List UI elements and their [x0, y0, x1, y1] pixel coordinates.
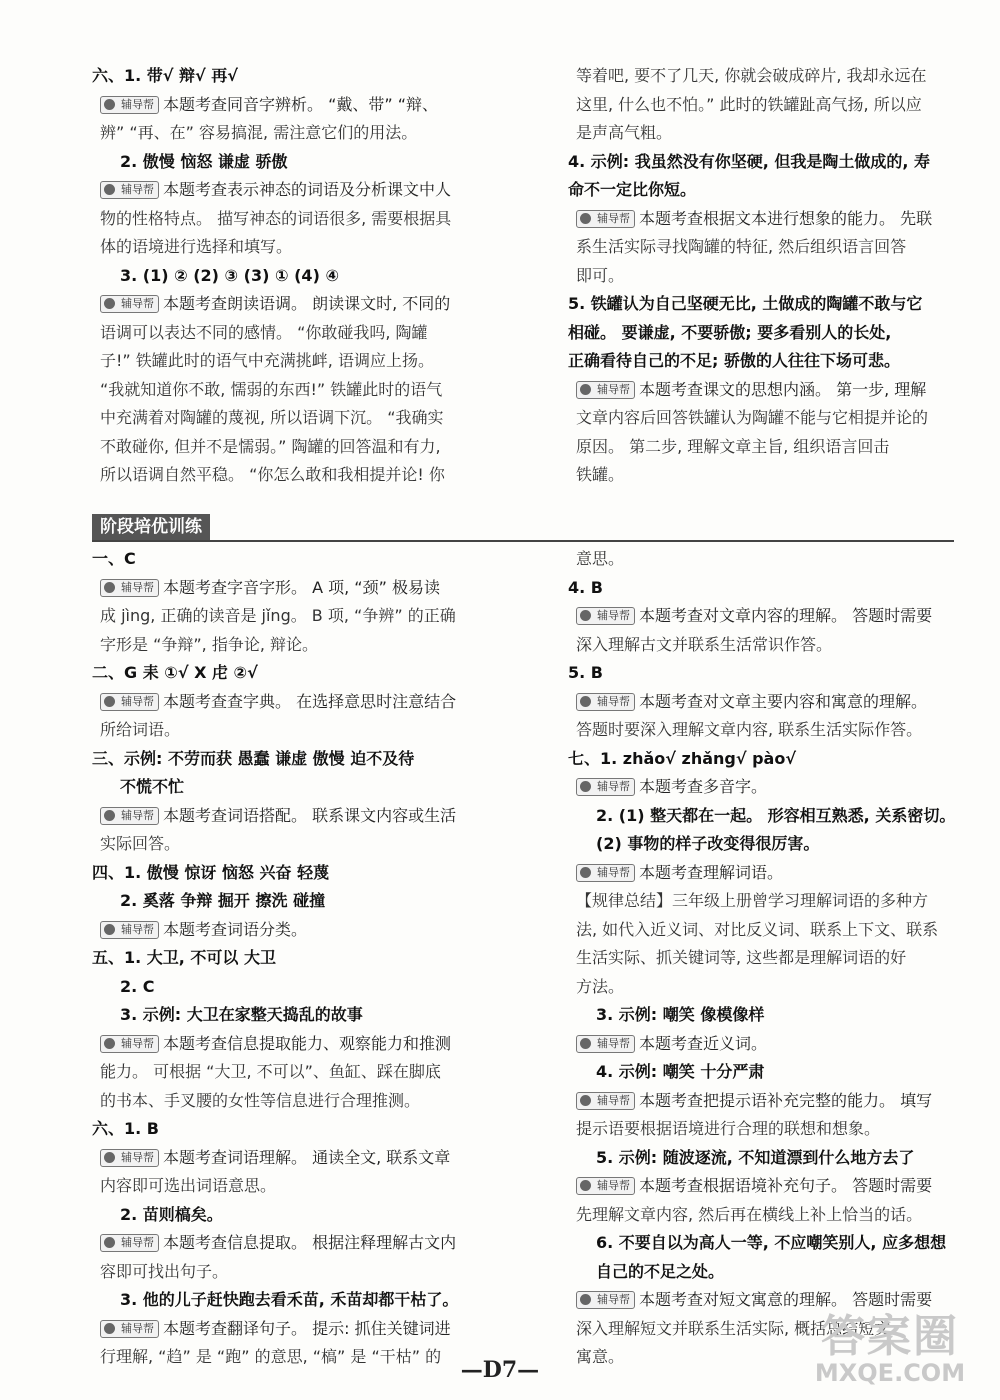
explanation-line: 寓意。 [576, 1347, 625, 1366]
explanation-line: 意思。 [576, 549, 625, 568]
answer-line: 三、示例: 不劳而获 愚蠢 谦虚 傲慢 迫不及待 [92, 748, 415, 768]
explanation-line: 深入理解短文并联系生活实际, 概括总结短文 [576, 1318, 891, 1338]
tutor-note-line [92, 916, 512, 945]
tutor-note-line [568, 1087, 988, 1116]
tutor-note-line [92, 290, 512, 319]
explanation-text: 本题考查词语分类。 [163, 919, 308, 939]
answer-line: 2. C [120, 976, 155, 996]
tutor-help-badge: 辅导帮 [576, 1177, 635, 1195]
tutor-help-badge: 辅导帮 [100, 1234, 159, 1252]
answer-line: 自己的不足之处。 [596, 1261, 725, 1281]
explanation-line: 实际回答。 [100, 834, 181, 853]
tutor-note-line [92, 1030, 512, 1059]
tutor-note-line [568, 688, 988, 717]
answer-column-top-left [92, 62, 512, 490]
answer-line: 一、C [92, 549, 136, 568]
tutor-note-line [568, 376, 988, 405]
explanation-line: 字形是 “争辩”, 指争论, 辩论。 [100, 634, 319, 654]
tutor-note-line [92, 1315, 512, 1344]
explanation-text: 本题考查对文章主要内容和寓意的理解。 [639, 691, 928, 711]
answer-line: 六、1. B [92, 1119, 159, 1138]
answer-line: 6. 不要自以为高人一等, 不应嘲笑别人, 应多想想 [596, 1233, 947, 1252]
explanation-line: 生活实际、抓关键词等, 这些都是理解词语的好 [576, 948, 907, 967]
explanation-line: 深入理解古文并联系生活常识作答。 [576, 634, 833, 654]
answer-line: 3. 他的儿子赶快跑去看禾苗, 禾苗却都干枯了。 [120, 1290, 459, 1309]
explanation-line: 所以语调自然平稳。 “你怎么敢和我相提并论! 你 [100, 465, 445, 484]
tutor-help-badge: 辅导帮 [576, 693, 635, 711]
watermark-logo: 答案圈 [821, 1311, 959, 1362]
explanation-line: 中充满着对陶罐的蔑视, 所以语调下沉。 “我确实 [100, 408, 444, 427]
answer-line: 3. 示例: 大卫在家整天捣乱的故事 [120, 1005, 363, 1024]
tutor-help-badge: 辅导帮 [100, 295, 159, 313]
explanation-line: 法, 如代入近义词、对比反义词、联系上下文、联系 [576, 919, 939, 939]
tutor-note-line [92, 176, 512, 205]
explanation-line: 语调可以表达不同的感情。 “你敢碰我吗, 陶罐 [100, 322, 428, 342]
explanation-line: 方法。 [576, 976, 625, 996]
answer-line: 相碰。 要谦虚, 不要骄傲; 要多看别人的长处, [568, 322, 892, 342]
answer-line: 2. 奚落 争辩 掘开 擦洗 碰撞 [120, 891, 326, 910]
tutor-help-badge: 辅导帮 [100, 181, 159, 199]
answer-column-top-right [568, 62, 988, 490]
section-title: 阶段培优训练 [92, 514, 210, 540]
explanation-text: 本题考查词语搭配。 联系课文内容或生活 [163, 805, 457, 825]
tutor-help-badge: 辅导帮 [100, 579, 159, 597]
answer-line: 不慌不忙 [120, 777, 185, 796]
answer-line: 5. B [568, 663, 603, 682]
answer-line: 3. (1) ② (2) ③ (3) ① (4) ④ [120, 265, 339, 285]
answer-line: (2) 事物的样子改变得很厉害。 [596, 834, 820, 853]
explanation-text: 本题考查把提示语补充完整的能力。 填写 [639, 1090, 933, 1110]
tutor-help-badge: 辅导帮 [576, 1092, 635, 1110]
tutor-help-badge: 辅导帮 [100, 1149, 159, 1167]
tutor-note-line [92, 802, 512, 831]
explanation-text: 本题考查对文章内容的理解。 答题时需要 [639, 606, 933, 625]
explanation-line: 体的语境进行选择和填写。 [100, 237, 293, 256]
explanation-text: 本题考查同音字辨析。 “戴、带” “辩、 [163, 94, 439, 114]
tutor-help-badge: 辅导帮 [100, 921, 159, 939]
tutor-note-line [92, 688, 512, 717]
explanation-text: 本题考查理解词语。 [639, 862, 784, 882]
answer-line: 5. 示例: 随波逐流, 不知道漂到什么地方去了 [596, 1147, 915, 1167]
tutor-help-badge: 辅导帮 [100, 96, 159, 114]
explanation-text: 本题考查近义词。 [639, 1033, 768, 1053]
answer-line: 二、G 耒 ①√ X 虍 ②√ [92, 663, 258, 682]
tutor-help-badge: 辅导帮 [576, 778, 635, 796]
explanation-line: 答题时要深入理解文章内容, 联系生活实际作答。 [576, 720, 923, 739]
tutor-note-line [568, 602, 988, 631]
explanation-line: 辨” “再、在” 容易搞混, 需注意它们的用法。 [100, 123, 418, 142]
explanation-text: 本题考查表示神态的词语及分析课文中人 [163, 180, 452, 199]
explanation-line: 系生活实际寻找陶罐的特征, 然后组织语言回答 [576, 237, 907, 256]
answer-column-bottom-left [92, 545, 512, 1372]
explanation-text: 本题考查信息提取能力、观察能力和推测 [163, 1033, 452, 1053]
explanation-text: 本题考查翻译句子。 提示: 抓住关键词进 [163, 1318, 451, 1338]
answer-line: 5. 铁罐认为自己坚硬无比, 土做成的陶罐不敢与它 [568, 294, 923, 313]
tutor-help-badge: 辅导帮 [576, 607, 635, 625]
explanation-line: 容即可找出句子。 [100, 1261, 229, 1281]
answer-line: 2. (1) 整天都在一起。 形容相互熟悉, 关系密切。 [596, 805, 956, 825]
page-number: —D7— [460, 1357, 540, 1383]
explanation-line: 原因。 第二步, 理解文章主旨, 组织语言回击 [576, 436, 890, 456]
answer-line: 六、1. 带√ 辩√ 再√ [92, 66, 238, 85]
watermark-url: MXQE.COM [814, 1359, 966, 1387]
answer-line: 七、1. zhǎo√ zhǎng√ pào√ [568, 748, 797, 768]
explanation-text: 本题考查课文的思想内涵。 第一步, 理解 [639, 379, 927, 399]
explanation-line: 铁罐。 [576, 465, 625, 484]
explanation-line: 行理解, “趋” 是 “跑” 的意思, “槁” 是 “干枯” 的 [100, 1347, 442, 1366]
explanation-text: 本题考查信息提取。 根据注释理解古文内 [163, 1233, 457, 1252]
answer-line: 命不一定比你短。 [568, 180, 697, 199]
tutor-note-line [568, 205, 988, 234]
answer-column-bottom-right [568, 545, 988, 1372]
tutor-help-badge: 辅导帮 [100, 693, 159, 711]
tutor-help-badge: 辅导帮 [576, 381, 635, 399]
tutor-note-line [92, 574, 512, 603]
watermark [800, 1311, 980, 1388]
explanation-line: “我就知道你不敢, 懦弱的东西!” 铁罐此时的语气 [100, 379, 443, 399]
explanation-line: 即可。 [576, 265, 625, 285]
explanation-line: 成 jìng, 正确的读音是 jǐng。 B 项, “争辨” 的正确 [100, 606, 456, 625]
tutor-note-line [568, 773, 988, 802]
answer-line: 四、1. 傲慢 惊讶 恼怒 兴奋 轻蔑 [92, 862, 330, 882]
explanation-line: 不敢碰你, 但并不是懦弱。” 陶罐的回答温和有力, [100, 436, 441, 456]
explanation-line: 内容即可选出词语意思。 [100, 1176, 277, 1195]
explanation-line: 这里, 什么也不怕。” 此时的铁罐趾高气扬, 所以应 [576, 94, 922, 114]
answer-line: 3. 示例: 嘲笑 像模像样 [596, 1005, 765, 1024]
explanation-text: 本题考查词语理解。 通读全文, 联系文章 [163, 1147, 451, 1167]
tutor-help-badge: 辅导帮 [100, 1320, 159, 1338]
answer-line: 2. 傲慢 恼怒 谦虚 骄傲 [120, 151, 288, 171]
tutor-note-line [92, 1229, 512, 1258]
tutor-help-badge: 辅导帮 [576, 1035, 635, 1053]
explanation-line: 能力。 可根据 “大卫, 不可以”、鱼缸、踩在脚底 [100, 1062, 441, 1081]
explanation-text: 本题考查对短文寓意的理解。 答题时需要 [639, 1290, 933, 1309]
tutor-note-line [568, 859, 988, 888]
tutor-help-badge: 辅导帮 [576, 210, 635, 228]
answer-line: 正确看待自己的不足; 骄傲的人往往下场可悲。 [568, 351, 900, 370]
explanation-text: 本题考查查字典。 在选择意思时注意结合 [163, 691, 457, 711]
explanation-line: 所给词语。 [100, 720, 181, 739]
explanation-line: 先理解文章内容, 然后再在横线上补上恰当的话。 [576, 1204, 923, 1224]
tutor-help-badge: 辅导帮 [576, 864, 635, 882]
explanation-line: 文章内容后回答铁罐认为陶罐不能与它相提并论的 [576, 408, 929, 427]
tutor-note-line [568, 1172, 988, 1201]
explanation-text: 本题考查朗读语调。 朗读课文时, 不同的 [163, 294, 451, 313]
answer-line: 五、1. 大卫, 不可以 大卫 [92, 948, 277, 967]
explanation-text: 本题考查字音字形。 A 项, “颈” 极易读 [163, 577, 440, 597]
explanation-line: 提示语要根据语境进行合理的联想和想象。 [576, 1119, 881, 1138]
answer-line: 4. B [568, 577, 603, 597]
answer-line: 2. 苗则槁矣。 [120, 1204, 223, 1224]
section-header [92, 514, 954, 542]
answer-line: 4. 示例: 我虽然没有你坚硬, 但我是陶土做成的, 寿 [568, 151, 931, 171]
tutor-note-line [568, 1030, 988, 1059]
explanation-line: 物的性格特点。 描写神态的词语很多, 需要根据具 [100, 208, 452, 228]
tutor-help-badge: 辅导帮 [576, 1291, 635, 1309]
tutor-help-badge: 辅导帮 [100, 1035, 159, 1053]
tutor-note-line [92, 1144, 512, 1173]
tutor-note-line [92, 91, 512, 120]
explanation-line: 是声高气粗。 [576, 123, 673, 142]
explanation-line: 的书本、手叉腰的女性等信息进行合理推测。 [100, 1090, 421, 1110]
explanation-text: 本题考查根据文本进行想象的能力。 先联 [639, 208, 933, 228]
answer-line: 4. 示例: 嘲笑 十分严肃 [596, 1062, 765, 1081]
tutor-help-badge: 辅导帮 [100, 807, 159, 825]
explanation-line: 子!” 铁罐此时的语气中充满挑衅, 语调应上扬。 [100, 351, 434, 370]
explanation-text: 本题考查根据语境补充句子。 答题时需要 [639, 1176, 933, 1195]
explanation-line: 等着吧, 要不了几天, 你就会破成碎片, 我却永远在 [576, 66, 927, 85]
explanation-line: 【规律总结】三年级上册曾学习理解词语的多种方 [576, 891, 929, 910]
explanation-text: 本题考查多音字。 [639, 777, 768, 796]
section-divider [92, 540, 954, 542]
